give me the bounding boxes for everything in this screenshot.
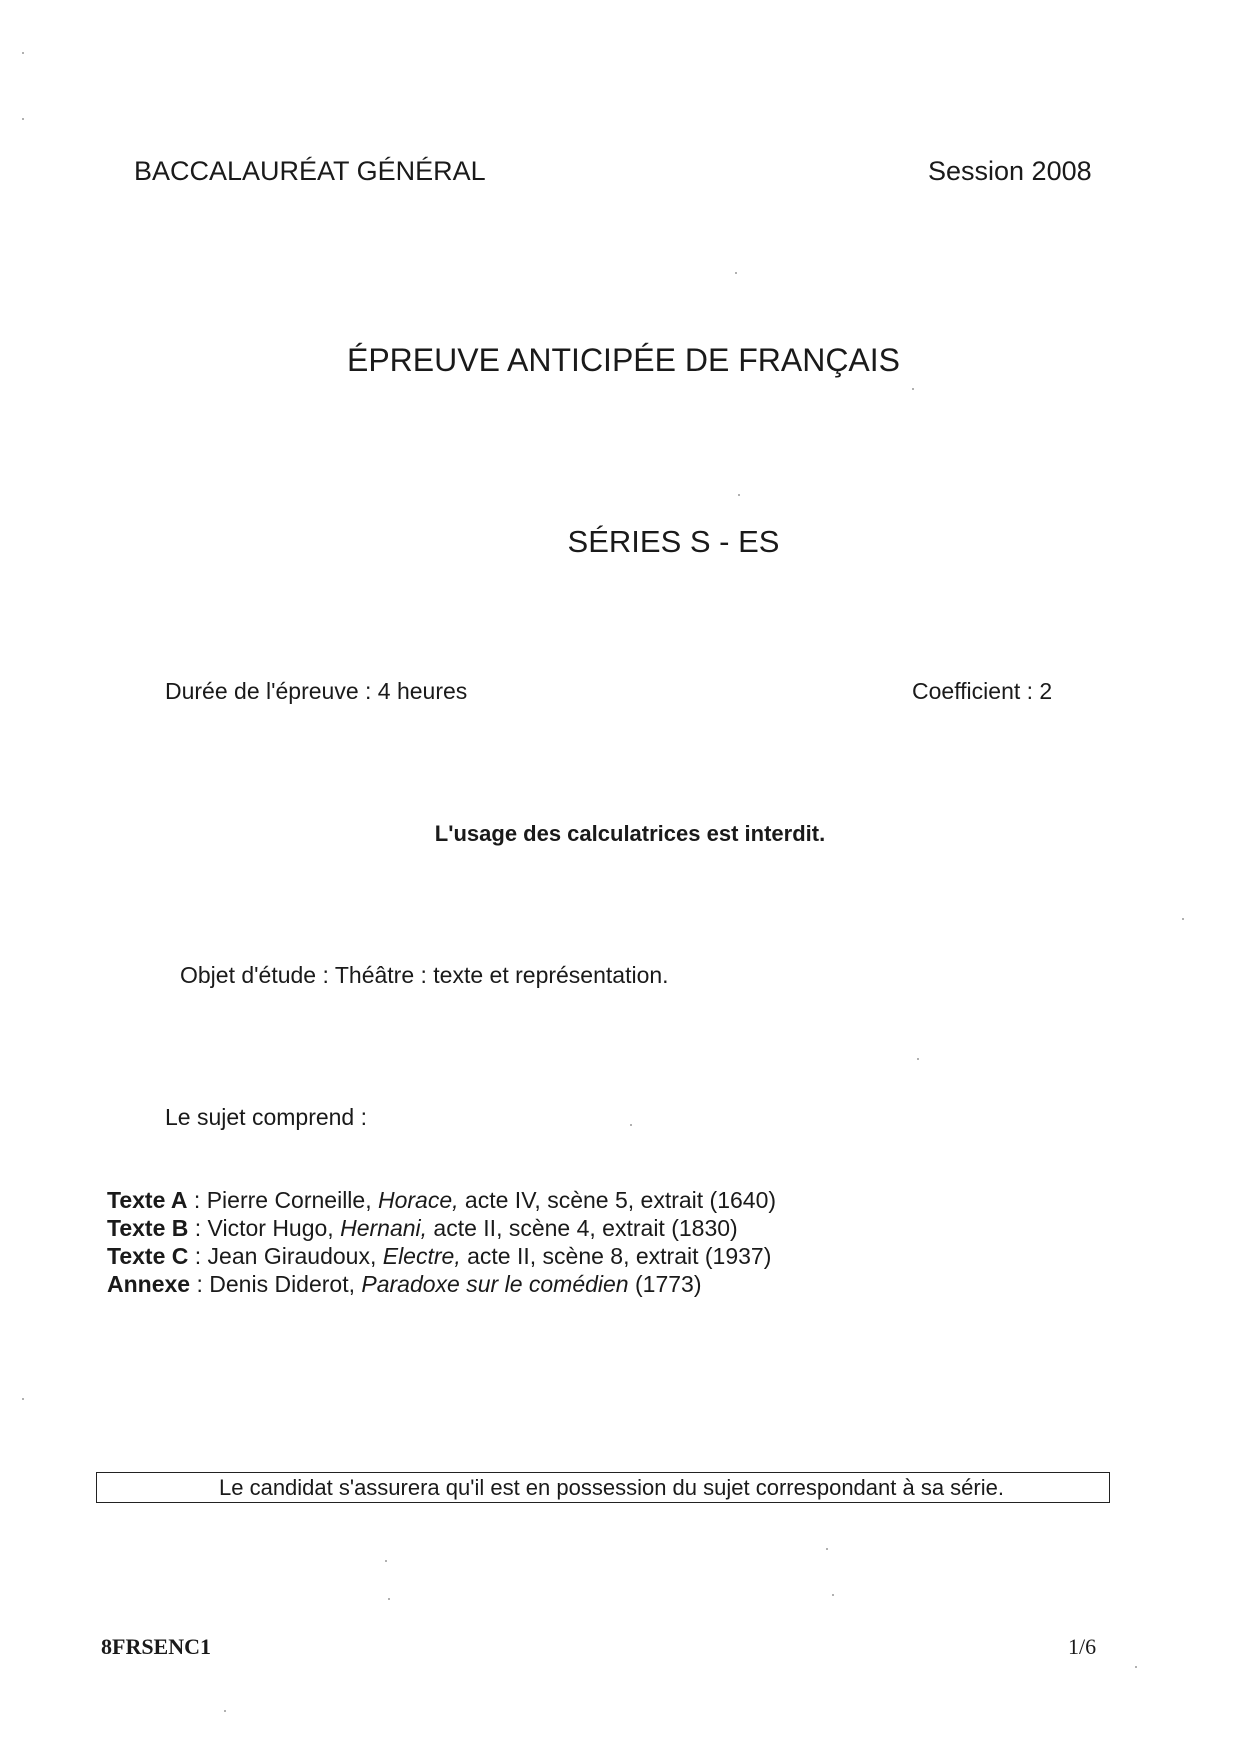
scan-speck xyxy=(388,1598,390,1600)
exam-title xyxy=(0,342,1235,379)
text-author: : Jean Giraudoux, xyxy=(188,1243,383,1269)
exam-title-text: ÉPREUVE ANTICIPÉE DE FRANÇAIS xyxy=(346,342,900,378)
exam-level-header: BACCALAURÉAT GÉNÉRAL xyxy=(134,156,486,186)
exam-duration: Durée de l'épreuve : 4 heures xyxy=(165,678,468,704)
scan-speck xyxy=(826,1548,828,1550)
text-author: : Pierre Corneille, xyxy=(187,1187,378,1213)
series-title xyxy=(0,524,1235,560)
series-check-text: Le candidat s'assurera qu'il est en possession du sujet correspondant à sa série. xyxy=(219,1475,1004,1500)
session-header: Session 2008 xyxy=(928,156,1092,186)
scan-speck xyxy=(385,1560,387,1562)
text-item xyxy=(107,1270,776,1298)
text-detail: acte II, scène 4, extrait (1830) xyxy=(427,1215,738,1241)
texts-list xyxy=(107,1186,776,1298)
scan-speck xyxy=(912,388,914,390)
scan-speck xyxy=(917,1058,919,1060)
scan-speck xyxy=(735,272,737,274)
calculator-notice-text: L'usage des calculatrices est interdit. xyxy=(434,821,826,846)
text-label: Texte A xyxy=(107,1187,188,1213)
scan-speck xyxy=(224,1710,226,1712)
scan-speck xyxy=(832,1594,834,1596)
text-item xyxy=(107,1242,776,1270)
series-check-box xyxy=(96,1472,1110,1503)
text-work: Electre, xyxy=(382,1243,461,1269)
text-author: : Victor Hugo, xyxy=(188,1215,341,1241)
scan-speck xyxy=(738,494,740,496)
text-author: : Denis Diderot, xyxy=(190,1271,362,1297)
text-detail: (1773) xyxy=(628,1271,702,1297)
text-label: Annexe xyxy=(107,1271,191,1297)
text-label: Texte B xyxy=(107,1215,189,1241)
page-number: 1/6 xyxy=(1068,1634,1097,1659)
text-detail: acte II, scène 8, extrait (1937) xyxy=(460,1243,772,1269)
study-object: Objet d'étude : Théâtre : texte et représentation. xyxy=(180,962,669,988)
calculator-notice xyxy=(0,821,1235,847)
text-detail: acte IV, scène 5, extrait (1640) xyxy=(458,1187,777,1213)
text-item xyxy=(107,1214,776,1242)
scan-speck xyxy=(1135,1666,1137,1668)
scan-speck xyxy=(1182,918,1184,920)
exam-code: 8FRSENC1 xyxy=(101,1634,212,1659)
text-work: Hernani, xyxy=(340,1215,428,1241)
scan-speck xyxy=(22,1398,24,1400)
scan-speck xyxy=(22,52,24,54)
scan-speck xyxy=(630,1124,632,1126)
text-work: Horace, xyxy=(378,1187,459,1213)
scan-speck xyxy=(22,118,24,120)
text-item xyxy=(107,1186,776,1214)
subject-intro: Le sujet comprend : xyxy=(165,1104,368,1130)
text-label: Texte C xyxy=(107,1243,189,1269)
exam-coefficient: Coefficient : 2 xyxy=(912,678,1053,704)
series-title-text: SÉRIES S - ES xyxy=(567,524,780,559)
text-work: Paradoxe sur le comédien xyxy=(361,1271,629,1297)
